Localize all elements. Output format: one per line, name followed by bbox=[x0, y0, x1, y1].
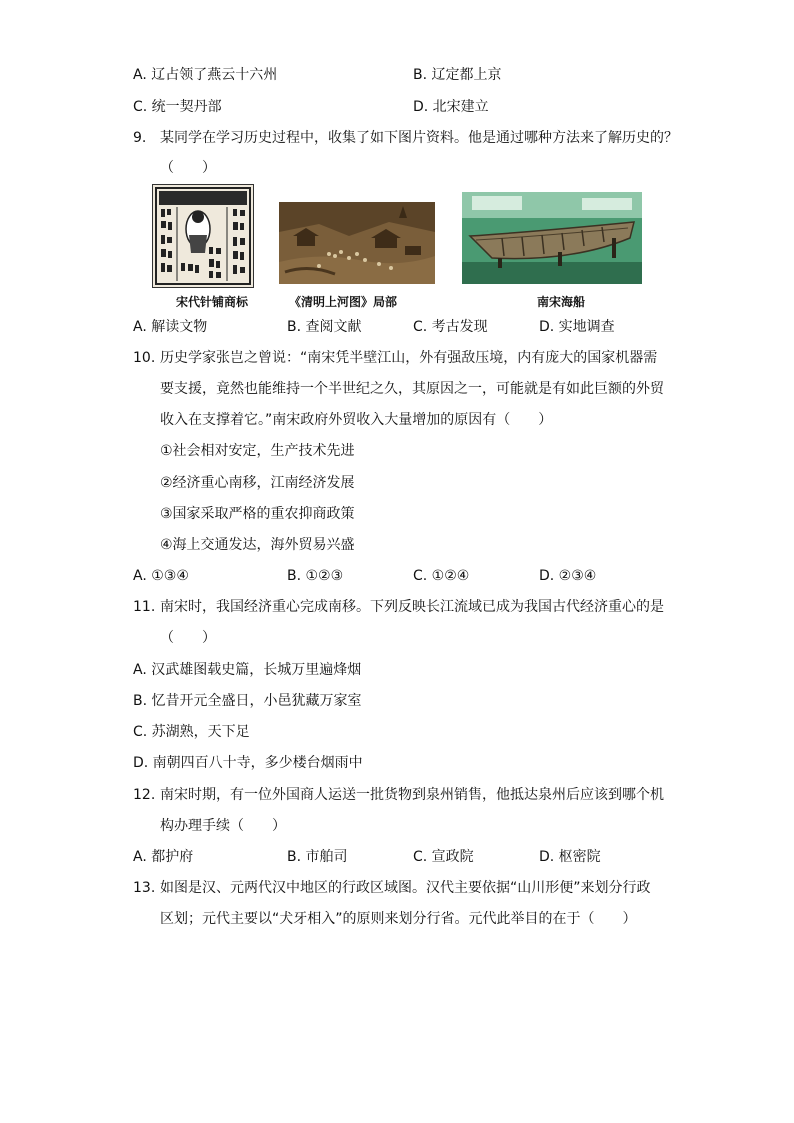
q11-option-c: C. 苏湖熟，天下足 bbox=[133, 724, 250, 740]
song-needle-shop-trademark-image bbox=[152, 184, 254, 288]
q12-option-a: A. 都护府 bbox=[133, 849, 194, 865]
q8-option-d: D. 北宋建立 bbox=[413, 99, 489, 115]
q8-option-c: C. 统一契丹部 bbox=[133, 99, 222, 115]
q9-option-b: B. 查阅文献 bbox=[287, 319, 362, 335]
q10-stem-line3: 收入在支撑着它。”南宋政府外贸收入大量增加的原因有（ ） bbox=[160, 412, 553, 428]
q11-option-d: D. 南朝四百八十寺，多少楼台烟雨中 bbox=[133, 755, 363, 771]
caption-needle-shop-trademark: 宋代针铺商标 bbox=[176, 295, 249, 309]
q8-option-b: B. 辽定都上京 bbox=[413, 67, 502, 83]
q13-stem-line1: 如图是汉、元两代汉中地区的行政区域图。汉代主要依据“山川形便”来划分行政 bbox=[160, 880, 651, 896]
q12-option-b: B. 市舶司 bbox=[287, 849, 348, 865]
q12-stem-line2: 构办理手续（ ） bbox=[160, 818, 286, 834]
southern-song-sea-ship-image bbox=[462, 192, 642, 284]
q10-stem-line1: 历史学家张岂之曾说：“南宋凭半壁江山，外有强敌压境，内有庞大的国家机器需 bbox=[160, 350, 658, 366]
q9-option-d: D. 实地调查 bbox=[539, 319, 615, 335]
q10-item-4: ④海上交通发达，海外贸易兴盛 bbox=[160, 537, 355, 553]
q12-option-d: D. 枢密院 bbox=[539, 849, 601, 865]
q12-option-c: C. 宣政院 bbox=[413, 849, 474, 865]
q9-option-a: A. 解读文物 bbox=[133, 319, 208, 335]
q11-stem-line2: （ ） bbox=[160, 630, 216, 646]
q11-option-a: A. 汉武雄图载史篇，长城万里遍烽烟 bbox=[133, 662, 362, 678]
q10-item-2: ②经济重心南移，江南经济发展 bbox=[160, 475, 355, 491]
q13-number: 13. bbox=[133, 880, 156, 896]
q10-option-c: C. ①②④ bbox=[413, 568, 470, 584]
q11-stem-line1: 南宋时，我国经济重心完成南移。下列反映长江流域已成为我国古代经济重心的是 bbox=[160, 599, 664, 615]
caption-sea-ship: 南宋海船 bbox=[537, 295, 586, 309]
caption-qingming-scroll: 《清明上河图》局部 bbox=[289, 295, 398, 309]
q10-item-3: ③国家采取严格的重农抑商政策 bbox=[160, 506, 355, 522]
q9-stem-line1: 某同学在学习历史过程中，收集了如下图片资料。他是通过哪种方法来了解历史的？ bbox=[160, 130, 678, 146]
q9-stem-line2: （ ） bbox=[160, 160, 216, 176]
q12-stem-line1: 南宋时期，有一位外国商人运送一批货物到泉州销售，他抵达泉州后应该到哪个机 bbox=[160, 787, 664, 803]
q11-number: 11. bbox=[133, 599, 156, 615]
q9-option-c: C. 考古发现 bbox=[413, 319, 488, 335]
q10-option-d: D. ②③④ bbox=[539, 568, 597, 584]
q10-option-a: A. ①③④ bbox=[133, 568, 189, 584]
q9-number: 9. bbox=[133, 130, 147, 146]
q11-option-b: B. 忆昔开元全盛日，小邑犹藏万家室 bbox=[133, 693, 362, 709]
q10-option-b: B. ①②③ bbox=[287, 568, 344, 584]
q10-stem-line2: 要支援，竟然也能维持一个半世纪之久，其原因之一，可能就是有如此巨额的外贸 bbox=[160, 381, 664, 397]
q8-option-a: A. 辽占领了燕云十六州 bbox=[133, 67, 278, 83]
q12-number: 12. bbox=[133, 787, 156, 803]
q13-stem-line2: 区划；元代主要以“犬牙相入”的原则来划分行省。元代此举目的在于（ ） bbox=[160, 911, 637, 927]
q10-number: 10. bbox=[133, 350, 156, 366]
q10-item-1: ①社会相对安定，生产技术先进 bbox=[160, 443, 355, 459]
qingming-scroll-detail-image bbox=[279, 202, 435, 284]
